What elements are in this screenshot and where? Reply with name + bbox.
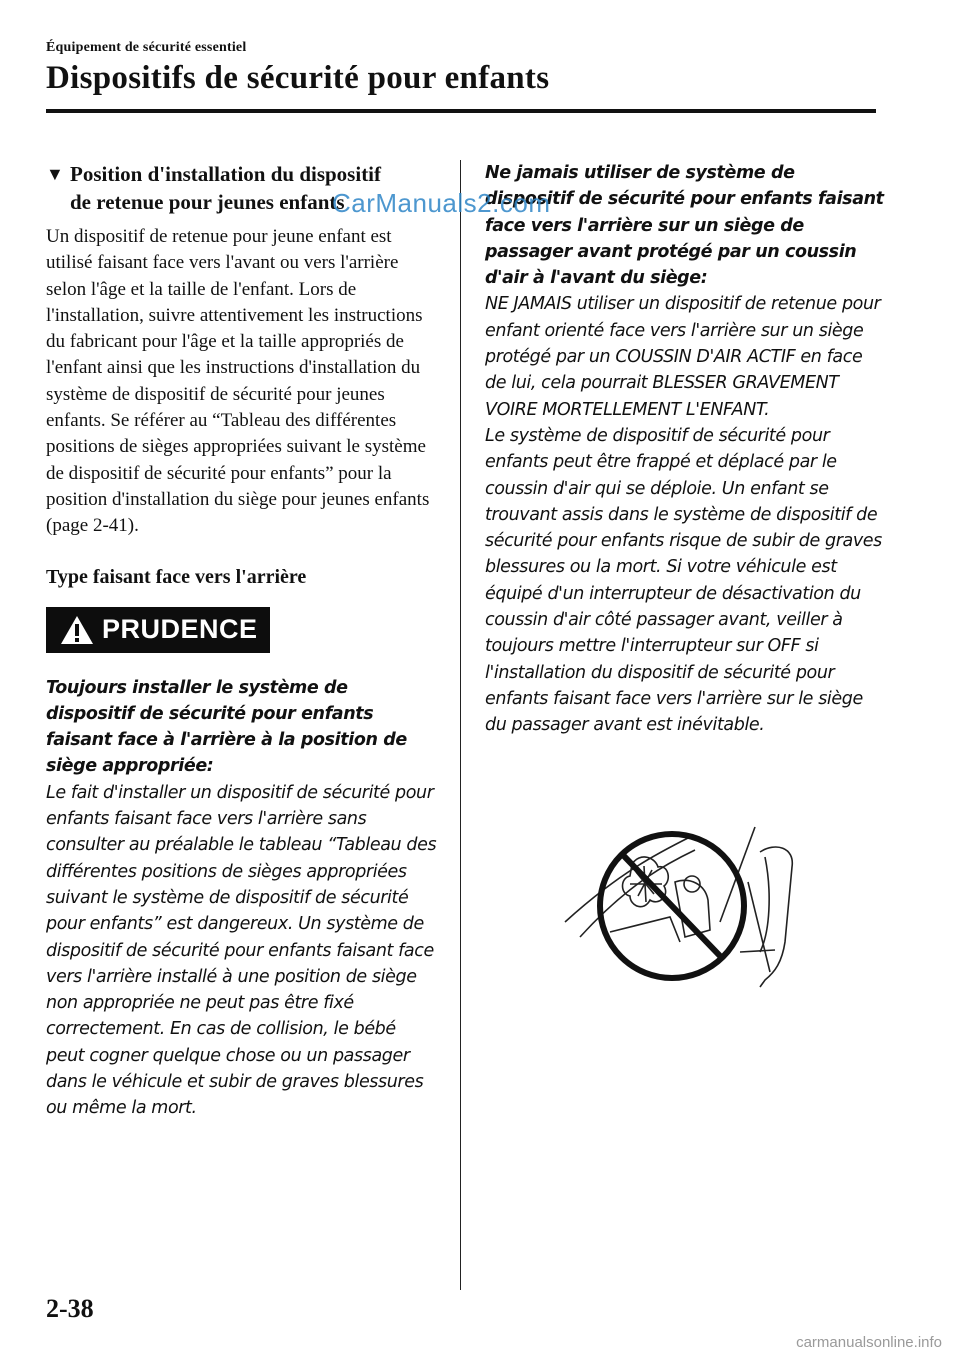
heading-line-1: Position d'installation du dispositif — [70, 162, 382, 186]
title-divider — [46, 109, 876, 113]
triangle-down-icon: ▼ — [46, 164, 64, 184]
warning-triangle-icon — [60, 615, 94, 645]
column-divider — [460, 160, 461, 1290]
caution-badge — [46, 607, 270, 653]
right-column — [485, 160, 885, 739]
warning-2-text-1: NE JAMAIS utiliser un dispositif de retenue pour enfant orienté face vers l'arrière sur un siège protégé par un COUSSIN D'AIR ACTIF en face de lui, cela pourrait BLESSER GRAVEMENT VOIRE MORTELLEMENT L'ENFANT. — [485, 294, 881, 420]
prohibited-rear-facing-seat-illustration — [560, 822, 805, 990]
warning-1-text: Le fait d'installer un dispositif de sécurité pour enfants faisant face vers l'arrière sans consulter au préalable le tableau “Tableau des différentes positions de sièges appropriées suivant le système de dispositif de sécurité pour enfants” est dangereux. Un système de dispositif de sécurité pour enfants faisant face vers l'arrière installé à une position de siège non appropriée ne peut pas être fixé correctement. En cas de collision, le bébé peut cogner quelque chose ou un passager dans le véhicule et subir de graves blessures ou même la mort. — [46, 782, 437, 1119]
heading-line-2: de retenue pour jeunes enfants — [70, 190, 345, 214]
page-title: Dispositifs de sécurité pour enfants — [46, 60, 550, 96]
caution-label: PRUDENCE — [102, 614, 258, 645]
subheading: Type faisant face vers l'arrière — [46, 565, 307, 588]
warning-2-heading: Ne jamais utiliser de système de dispositif de sécurité pour enfants faisant face vers l'arrière sur un siège de passager avant protégé par un coussin d'air à l'avant du siège: — [485, 163, 884, 289]
section-body: Un dispositif de retenue pour jeune enfant est utilisé faisant face vers l'avant ou vers l'arrière selon l'âge et la taille de l'enfant. Lors de l'installation, suivre attentivement les instructions du fabricant pour l'âge et la taille appropriés de l'enfant ainsi que les instructions d'installation du système de dispositif de sécurité pour jeunes enfants. Se référer au “Tableau des différentes positions de sièges appropriées suivant le système de dispositif de sécurité pour enfants” pour la position d'installation du siège pour jeunes enfants (page 2-41). — [46, 226, 430, 537]
left-column — [46, 160, 438, 1122]
chapter-label: Équipement de sécurité essentiel — [46, 40, 247, 55]
warning-2-text-2: Le système de dispositif de sécurité pour enfants peut être frappé et déplacé par le coussin d'air qui se déploie. Un enfant se trouvant assis dans le système de dispositif de sécurité pour enfants risque de subir de graves blessures ou la mort. Si votre véhicule est équipé d'un interrupteur de désactivation du coussin d'air côté passager avant, veiller à toujours mettre l'interrupteur sur OFF si l'installation du dispositif de sécurité pour enfants faisant face vers l'arrière sur le siège du passager avant est inévitable. — [485, 425, 882, 736]
page-number: 2-38 — [46, 1294, 94, 1323]
warning-1-heading: Toujours installer le système de dispositif de sécurité pour enfants faisant face à l'arrière à la position de siège appropriée: — [46, 677, 407, 777]
watermark: CarManuals2.com — [332, 188, 551, 218]
footer-site: carmanualsonline.info — [796, 1334, 942, 1351]
